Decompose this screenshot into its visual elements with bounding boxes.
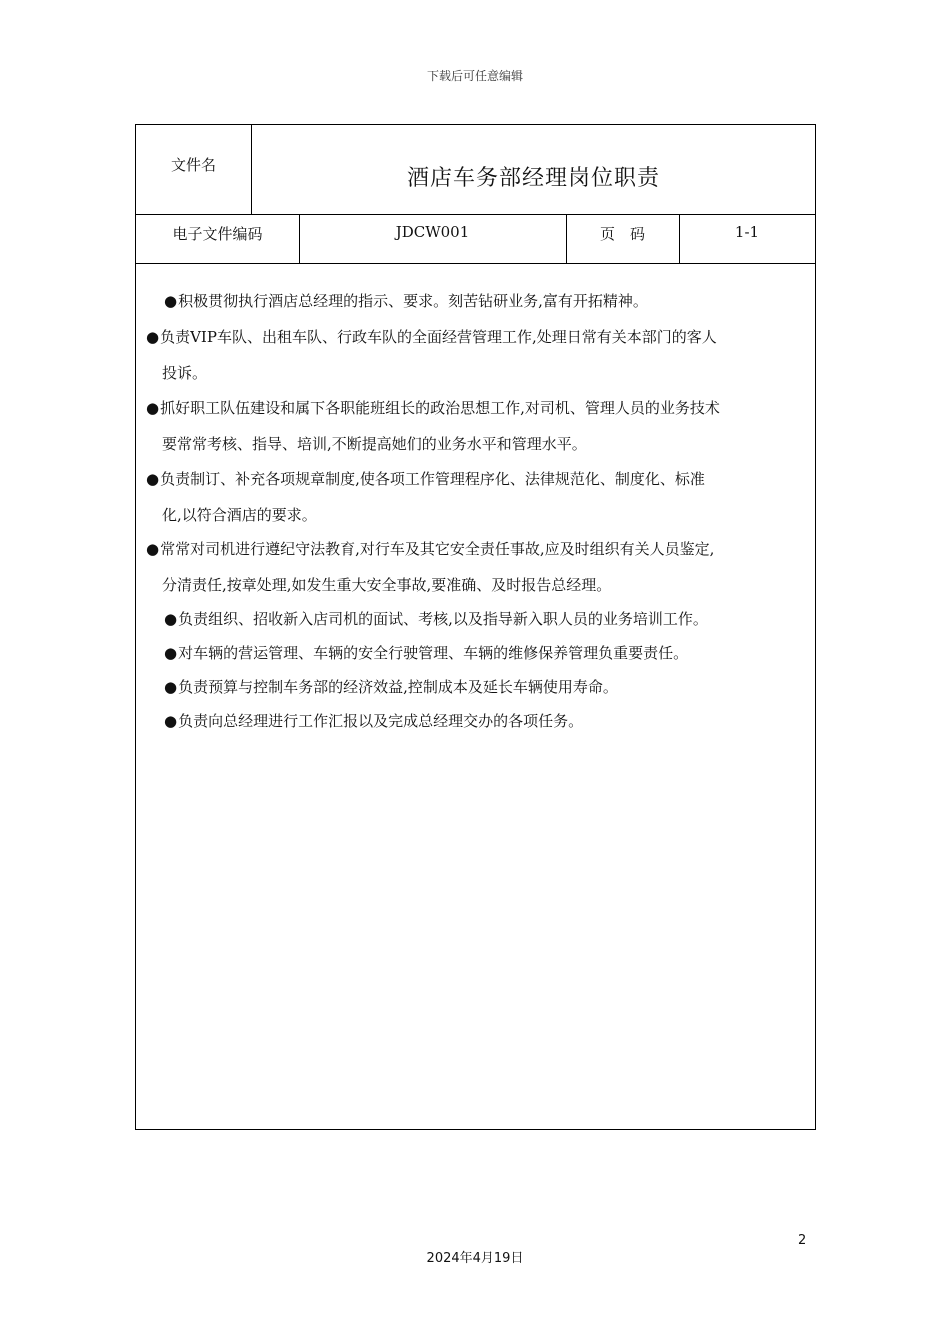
file-code-value: JDCW001 (395, 223, 470, 241)
duty-text-continued: 化,以符合酒店的要求。 (162, 506, 317, 524)
bullet-icon: ● (164, 644, 178, 662)
bullet-icon: ● (146, 328, 160, 346)
duty-text: 负责组织、招收新入店司机的面试、考核,以及指导新入职人员的业务培训工作。 (178, 610, 708, 628)
duty-text: 抓好职工队伍建设和属下各职能班组长的政治思想工作,对司机、管理人员的业务技术 (160, 399, 720, 417)
duty-text: 负责向总经理进行工作汇报以及完成总经理交办的各项任务。 (178, 712, 584, 730)
duty-item (146, 390, 720, 462)
duty-item (164, 703, 583, 739)
bullet-icon: ● (146, 470, 160, 488)
duty-text: 对车辆的营运管理、车辆的安全行驶管理、车辆的维修保养管理负重要责任。 (178, 644, 689, 662)
duty-text: 常常对司机进行遵纪守法教育,对行车及其它安全责任事故,应及时组织有关人员鉴定, (160, 540, 715, 558)
page-label: 页 码 (599, 225, 645, 243)
duty-text-continued: 分清责任,按章处理,如发生重大安全事故,要准确、及时报告总经理。 (162, 576, 612, 594)
duty-item (164, 601, 708, 637)
document-title: 酒店车务部经理岗位职责 (406, 165, 660, 191)
duty-text-continued: 要常常考核、指导、培训,不断提高她们的业务水平和管理水平。 (162, 435, 587, 453)
table-divider (136, 263, 815, 264)
duty-item (164, 669, 618, 705)
document-form (135, 124, 816, 1130)
page-number: 2 (798, 1233, 807, 1248)
duty-item (146, 531, 714, 603)
duty-text: 负责制订、补充各项规章制度,使各项工作管理程序化、法律规范化、制度化、标准 (160, 470, 705, 488)
duty-text: 负责预算与控制车务部的经济效益,控制成本及延长车辆使用寿命。 (178, 678, 618, 696)
duty-item (164, 283, 648, 319)
bullet-icon: ● (164, 292, 178, 310)
file-name-label: 文件名 (170, 156, 216, 174)
duty-item (164, 635, 688, 671)
bullet-icon: ● (146, 399, 160, 417)
footer-date: 2024年4月19日 (426, 1251, 524, 1266)
duty-text-continued: 投诉。 (162, 364, 208, 382)
file-code-label: 电子文件编码 (172, 225, 263, 243)
duty-text: 积极贯彻执行酒店总经理的指示、要求。刻苦钻研业务,富有开拓精神。 (178, 292, 648, 310)
bullet-icon: ● (146, 540, 160, 558)
bullet-icon: ● (164, 678, 178, 696)
duty-text: 负责VIP车队、出租车队、行政车队的全面经营管理工作,处理日常有关本部门的客人 (160, 328, 717, 346)
duty-item (146, 461, 705, 533)
duty-item (146, 319, 717, 391)
bullet-icon: ● (164, 712, 178, 730)
page-value: 1-1 (734, 223, 760, 241)
bullet-icon: ● (164, 610, 178, 628)
header-note: 下载后可任意编辑 (426, 69, 523, 83)
